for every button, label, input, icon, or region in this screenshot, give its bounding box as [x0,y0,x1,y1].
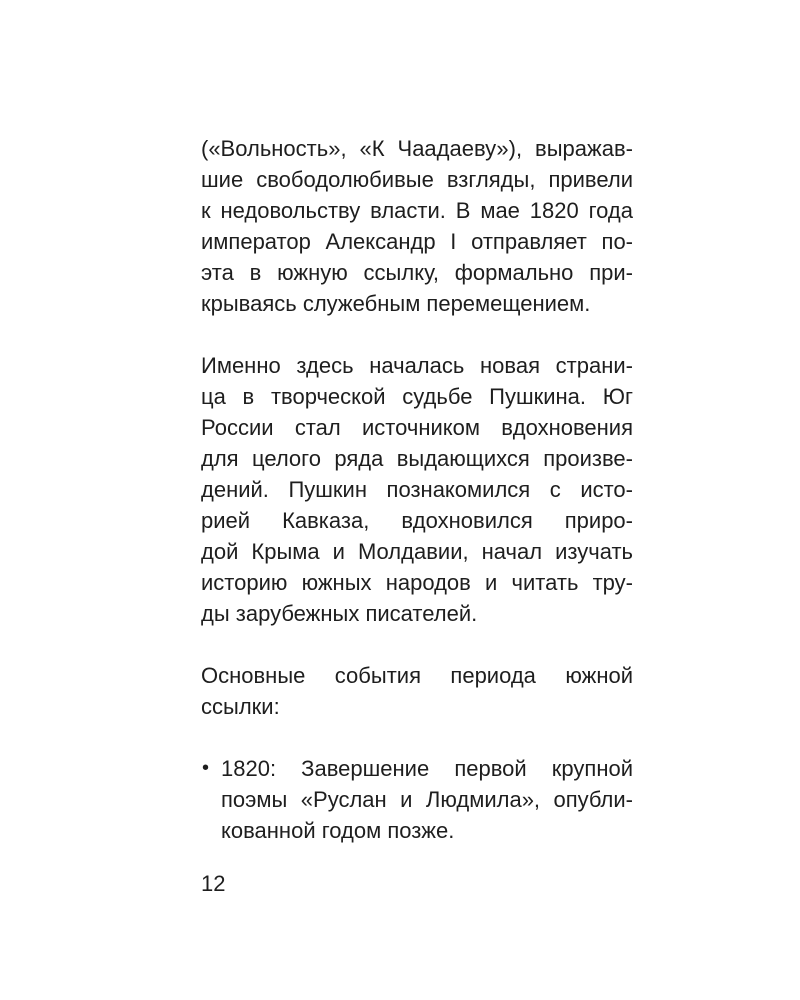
list-item [201,753,633,846]
text-column [201,133,633,846]
text-line: 1820: Завершение первой крупной [221,756,633,781]
paragraph-exile-intro [201,133,633,319]
paragraph-southern-inspiration [201,350,633,629]
text-line: ссылки: [201,694,280,719]
text-line: России стал источником вдохновения [201,415,633,440]
text-line: поэмы «Руслан и Людмила», опубли- [221,787,633,812]
text-line: для целого ряда выдающихся произве- [201,446,633,471]
text-line: император Александр I отправляет по- [201,229,633,254]
paragraph-spacer [201,629,633,660]
paragraph-spacer [201,722,633,753]
paragraph-spacer [201,319,633,350]
text-line: крываясь служебным перемещением. [201,291,591,316]
text-line: эта в южную ссылку, формально при- [201,260,633,285]
text-line: историю южных народов и читать тру- [201,570,633,595]
text-line: ца в творческой судьбе Пушкина. Юг [201,384,633,409]
text-line: рией Кавказа, вдохновился приро- [201,508,633,533]
paragraph-events-heading [201,660,633,722]
text-line: Основные события периода южной [201,663,633,688]
text-line: Именно здесь началась новая страни- [201,353,633,378]
text-line: дений. Пушкин познакомился с исто- [201,477,633,502]
text-line: дой Крыма и Молдавии, начал изучать [201,539,633,564]
text-line: к недовольству власти. В мае 1820 года [201,198,633,223]
text-line: («Вольность», «К Чаадаеву»), выражав- [201,136,633,161]
text-line: кованной годом позже. [221,818,455,843]
text-line: шие свободолюбивые взгляды, привели [201,167,633,192]
text-line: ды зарубежных писателей. [201,601,478,626]
bullet-icon: • [202,757,210,779]
page-number: 12 [201,871,226,896]
